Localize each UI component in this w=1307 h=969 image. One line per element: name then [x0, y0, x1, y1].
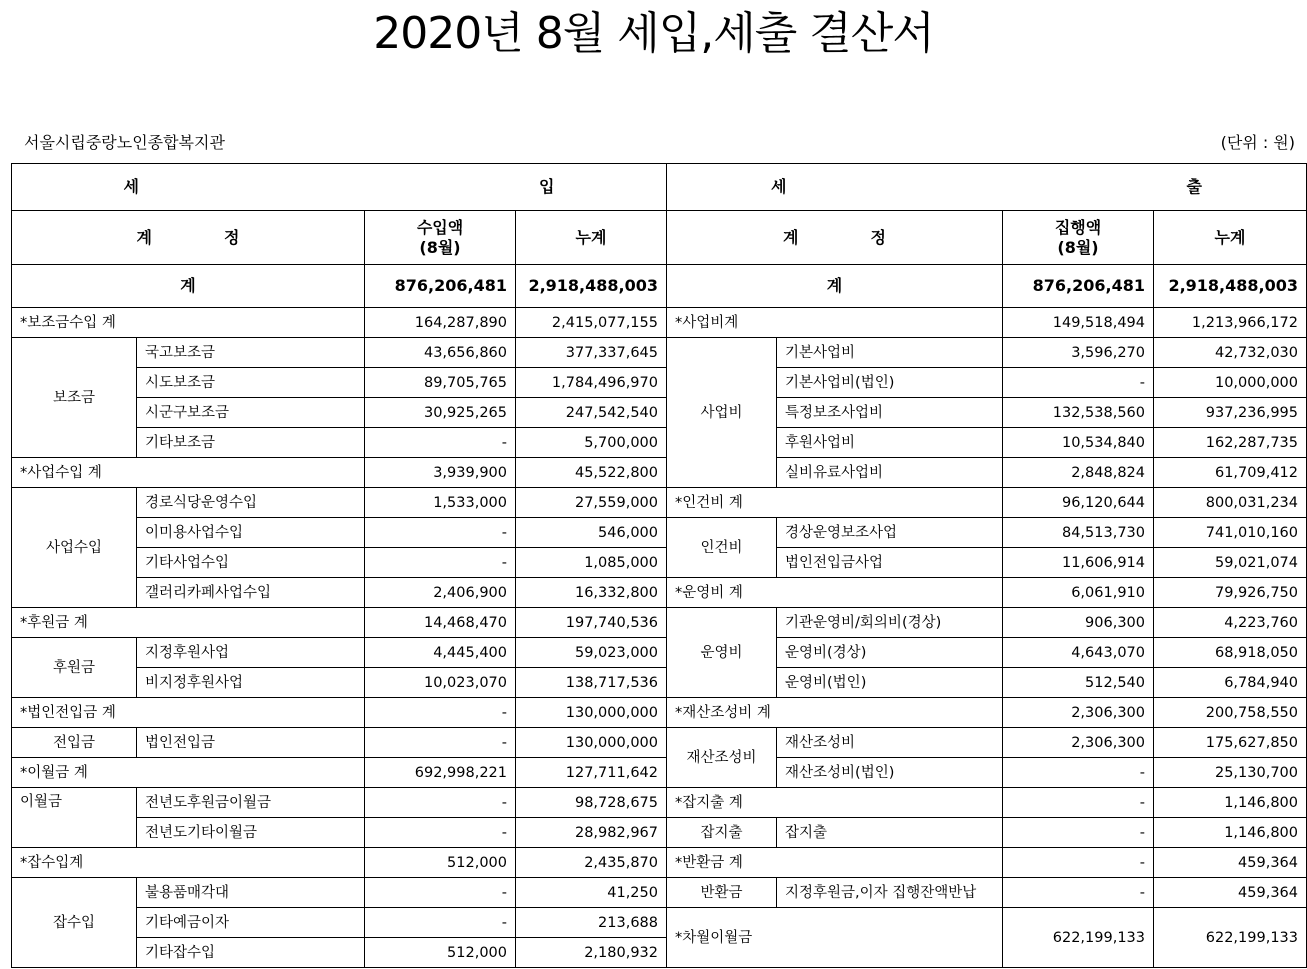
- income-item-name: 전년도기타이월금: [137, 818, 365, 848]
- income-item-name: 기타예금이자: [137, 908, 365, 938]
- income-item-month: 4,445,400: [365, 638, 516, 668]
- income-total-cum: 2,918,488,003: [516, 265, 667, 308]
- income-item-name: 기타보조금: [137, 428, 365, 458]
- income-item-month: 512,000: [365, 938, 516, 968]
- income-item-month: -: [365, 818, 516, 848]
- expense-item-month: 906,300: [1003, 608, 1154, 638]
- expense-item-cum: 459,364: [1154, 878, 1307, 908]
- expense-item-cum: 25,130,700: [1154, 758, 1307, 788]
- expense-item-name: 경상운영보조사업: [777, 518, 1003, 548]
- expense-item-name: 기본사업비(법인): [777, 368, 1003, 398]
- expense-section-header: 세 출: [667, 164, 1307, 211]
- expense-item-month: 11,606,914: [1003, 548, 1154, 578]
- income-subtotal-month: 14,468,470: [365, 608, 516, 638]
- income-item-name: 갤러리카페사업수입: [137, 578, 365, 608]
- expense-item-name: 지정후원금,이자 집행잔액반납: [777, 878, 1003, 908]
- expense-subtotal-cum: 79,926,750: [1154, 578, 1307, 608]
- income-item-name: 법인전입금: [137, 728, 365, 758]
- income-item-name: 기타잡수입: [137, 938, 365, 968]
- income-section-header: 세 입: [12, 164, 667, 211]
- expense-item-cum: 10,000,000: [1154, 368, 1307, 398]
- expense-category: 사업비: [667, 338, 777, 488]
- expense-item-month: 2,306,300: [1003, 728, 1154, 758]
- expense-item-name: 잡지출: [777, 818, 1003, 848]
- expense-subtotal-label: *재산조성비 계: [667, 698, 1003, 728]
- expense-item-cum: 175,627,850: [1154, 728, 1307, 758]
- income-total-label: 계: [12, 265, 365, 308]
- income-item-name: 비지정후원사업: [137, 668, 365, 698]
- page-title: 2020년 8월 세입,세출 결산서: [373, 8, 934, 59]
- income-category: 전입금: [12, 728, 137, 758]
- income-subtotal-label: *잡수입계: [12, 848, 365, 878]
- income-item-cum: 59,023,000: [516, 638, 667, 668]
- expense-category: 재산조성비: [667, 728, 777, 788]
- expense-subtotal-label: *인건비 계: [667, 488, 1003, 518]
- expense-subtotal-month: 6,061,910: [1003, 578, 1154, 608]
- unit-label: (단위 : 원): [1220, 133, 1295, 152]
- expense-subtotal-label: *잡지출 계: [667, 788, 1003, 818]
- income-item-cum: 130,000,000: [516, 728, 667, 758]
- income-item-cum: 27,559,000: [516, 488, 667, 518]
- income-item-month: -: [365, 548, 516, 578]
- income-item-name: 시군구보조금: [137, 398, 365, 428]
- expense-subtotal-month: 96,120,644: [1003, 488, 1154, 518]
- income-item-name: 기타사업수입: [137, 548, 365, 578]
- expense-item-month: 3,596,270: [1003, 338, 1154, 368]
- expense-item-month: 132,538,560: [1003, 398, 1154, 428]
- expense-subtotal-cum: 1,146,800: [1154, 788, 1307, 818]
- income-item-cum: 546,000: [516, 518, 667, 548]
- expense-item-name: 운영비(경상): [777, 638, 1003, 668]
- settlement-table: [11, 163, 1307, 968]
- expense-item-month: -: [1003, 818, 1154, 848]
- income-item-month: 10,023,070: [365, 668, 516, 698]
- expense-item-cum: 59,021,074: [1154, 548, 1307, 578]
- expense-item-name: 실비유료사업비: [777, 458, 1003, 488]
- income-cumulative-header: 누계: [516, 211, 667, 265]
- expense-item-cum: 61,709,412: [1154, 458, 1307, 488]
- income-total-month: 876,206,481: [365, 265, 516, 308]
- income-item-month: 2,406,900: [365, 578, 516, 608]
- expense-item-name: 운영비(법인): [777, 668, 1003, 698]
- income-item-cum: 247,542,540: [516, 398, 667, 428]
- income-item-month: 43,656,860: [365, 338, 516, 368]
- expense-item-cum: 741,010,160: [1154, 518, 1307, 548]
- income-item-cum: 41,250: [516, 878, 667, 908]
- income-subtotal-label: *보조금수입 계: [12, 308, 365, 338]
- expense-item-month: 84,513,730: [1003, 518, 1154, 548]
- income-category: 사업수입: [12, 488, 137, 608]
- income-subtotal-label: *사업수입 계: [12, 458, 365, 488]
- expense-category: 잡지출: [667, 818, 777, 848]
- income-subtotal-month: 512,000: [365, 848, 516, 878]
- expense-subtotal-cum: 1,213,966,172: [1154, 308, 1307, 338]
- expense-item-name: 기관운영비/회의비(경상): [777, 608, 1003, 638]
- income-category: 이월금: [12, 788, 137, 848]
- income-item-cum: 138,717,536: [516, 668, 667, 698]
- income-item-cum: 1,085,000: [516, 548, 667, 578]
- expense-subtotal-label: *반환금 계: [667, 848, 1003, 878]
- income-item-month: -: [365, 518, 516, 548]
- expense-subtotal-month: 622,199,133: [1003, 908, 1154, 968]
- income-item-name: 지정후원사업: [137, 638, 365, 668]
- expense-item-name: 재산조성비(법인): [777, 758, 1003, 788]
- income-subtotal-label: *이월금 계: [12, 758, 365, 788]
- expense-category: 반환금: [667, 878, 777, 908]
- income-item-cum: 2,180,932: [516, 938, 667, 968]
- income-category: 잡수입: [12, 878, 137, 968]
- income-item-month: -: [365, 428, 516, 458]
- income-item-name: 이미용사업수입: [137, 518, 365, 548]
- expense-subtotal-label: *차월이월금: [667, 908, 1003, 968]
- income-subtotal-month: -: [365, 698, 516, 728]
- expense-item-month: 512,540: [1003, 668, 1154, 698]
- expense-item-name: 특정보조사업비: [777, 398, 1003, 428]
- expense-subtotal-label: *사업비계: [667, 308, 1003, 338]
- expense-item-cum: 937,236,995: [1154, 398, 1307, 428]
- income-subtotal-label: *법인전입금 계: [12, 698, 365, 728]
- expense-subtotal-cum: 800,031,234: [1154, 488, 1307, 518]
- expense-item-month: -: [1003, 878, 1154, 908]
- expense-account-header: 계 정: [667, 211, 1003, 265]
- expense-subtotal-cum: 622,199,133: [1154, 908, 1307, 968]
- expense-cumulative-header: 누계: [1154, 211, 1307, 265]
- expense-subtotal-cum: 200,758,550: [1154, 698, 1307, 728]
- expense-item-name: 법인전입금사업: [777, 548, 1003, 578]
- income-subtotal-label: *후원금 계: [12, 608, 365, 638]
- expense-category: 인건비: [667, 518, 777, 578]
- expense-subtotal-month: -: [1003, 848, 1154, 878]
- expense-item-cum: 68,918,050: [1154, 638, 1307, 668]
- income-subtotal-month: 3,939,900: [365, 458, 516, 488]
- income-item-month: 89,705,765: [365, 368, 516, 398]
- income-item-cum: 28,982,967: [516, 818, 667, 848]
- income-item-month: -: [365, 728, 516, 758]
- income-item-month: 1,533,000: [365, 488, 516, 518]
- income-item-cum: 5,700,000: [516, 428, 667, 458]
- income-item-cum: 213,688: [516, 908, 667, 938]
- expense-subtotal-month: 149,518,494: [1003, 308, 1154, 338]
- expense-total-cum: 2,918,488,003: [1154, 265, 1307, 308]
- expense-subtotal-label: *운영비 계: [667, 578, 1003, 608]
- organization-name: 서울시립중랑노인종합복지관: [24, 133, 225, 152]
- income-month-header: 수입액 (8월): [365, 211, 516, 265]
- expense-subtotal-month: 2,306,300: [1003, 698, 1154, 728]
- income-account-header: 계 정: [12, 211, 365, 265]
- expense-subtotal-cum: 459,364: [1154, 848, 1307, 878]
- expense-item-month: -: [1003, 368, 1154, 398]
- expense-item-month: 4,643,070: [1003, 638, 1154, 668]
- income-item-name: 국고보조금: [137, 338, 365, 368]
- expense-item-name: 후원사업비: [777, 428, 1003, 458]
- expense-item-month: 10,534,840: [1003, 428, 1154, 458]
- income-subtotal-cum: 127,711,642: [516, 758, 667, 788]
- income-subtotal-cum: 2,435,870: [516, 848, 667, 878]
- expense-item-name: 재산조성비: [777, 728, 1003, 758]
- income-item-month: -: [365, 878, 516, 908]
- income-item-cum: 377,337,645: [516, 338, 667, 368]
- income-item-name: 시도보조금: [137, 368, 365, 398]
- income-item-name: 경로식당운영수입: [137, 488, 365, 518]
- expense-item-month: 2,848,824: [1003, 458, 1154, 488]
- expense-item-name: 기본사업비: [777, 338, 1003, 368]
- expense-item-cum: 1,146,800: [1154, 818, 1307, 848]
- expense-month-header: 집행액 (8월): [1003, 211, 1154, 265]
- expense-item-cum: 6,784,940: [1154, 668, 1307, 698]
- income-item-cum: 1,784,496,970: [516, 368, 667, 398]
- expense-item-month: -: [1003, 758, 1154, 788]
- income-category: 보조금: [12, 338, 137, 458]
- income-subtotal-month: 164,287,890: [365, 308, 516, 338]
- income-item-cum: 98,728,675: [516, 788, 667, 818]
- expense-total-label: 계: [667, 265, 1003, 308]
- income-subtotal-cum: 130,000,000: [516, 698, 667, 728]
- expense-item-cum: 42,732,030: [1154, 338, 1307, 368]
- expense-item-cum: 162,287,735: [1154, 428, 1307, 458]
- expense-item-cum: 4,223,760: [1154, 608, 1307, 638]
- expense-subtotal-month: -: [1003, 788, 1154, 818]
- income-item-month: -: [365, 908, 516, 938]
- expense-category: 운영비: [667, 608, 777, 698]
- income-item-cum: 16,332,800: [516, 578, 667, 608]
- income-item-name: 전년도후원금이월금: [137, 788, 365, 818]
- income-item-name: 불용품매각대: [137, 878, 365, 908]
- income-subtotal-cum: 197,740,536: [516, 608, 667, 638]
- income-category: 후원금: [12, 638, 137, 698]
- income-item-month: 30,925,265: [365, 398, 516, 428]
- income-subtotal-month: 692,998,221: [365, 758, 516, 788]
- income-subtotal-cum: 45,522,800: [516, 458, 667, 488]
- income-item-month: -: [365, 788, 516, 818]
- expense-total-month: 876,206,481: [1003, 265, 1154, 308]
- income-subtotal-cum: 2,415,077,155: [516, 308, 667, 338]
